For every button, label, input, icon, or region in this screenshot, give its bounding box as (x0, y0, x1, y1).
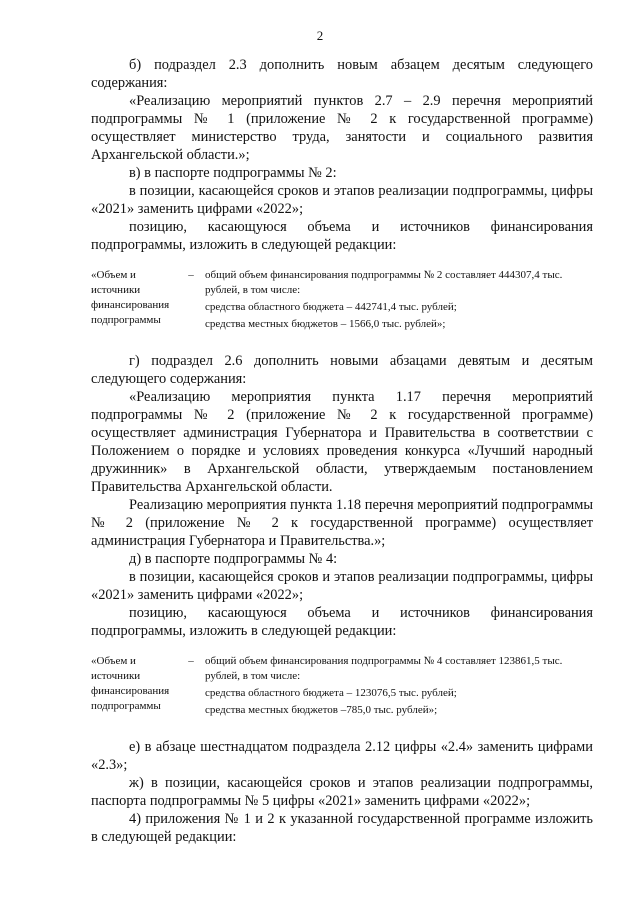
paragraph: г) подраздел 2.6 дополнить новыми абзацами девятым и десятым следующего содержания: (91, 353, 593, 387)
financing-table-subprogram-2 (91, 268, 593, 334)
paragraph: позицию, касающуюся объема и источников финансирования подпрограммы, изложить в следующей редакции: (91, 605, 593, 639)
financing-regional-budget: средства областного бюджета – 442741,4 тыс. рублей; (205, 301, 457, 313)
financing-table-label: «Объем и источники финансирования подпрограммы (91, 655, 170, 712)
financing-table-dash: – (188, 269, 194, 281)
financing-table-dash: – (188, 655, 194, 667)
paragraph: ж) в позиции, касающейся сроков и этапов реализации подпрограммы, паспорта подпрограммы № 5 цифры «2021» заменить цифрами «2022»; (91, 775, 593, 809)
financing-total: общий объем финансирования подпрограммы № 4 составляет 123861,5 тыс. рублей, в том числе: (205, 655, 563, 682)
financing-regional-budget: средства областного бюджета – 123076,5 тыс. рублей; (205, 687, 457, 699)
paragraph: б) подраздел 2.3 дополнить новым абзацем десятым следующего содержания: (91, 57, 593, 91)
document-body (91, 56, 593, 846)
financing-table-values (205, 654, 593, 720)
financing-table-values (205, 268, 593, 334)
paragraph: в) в паспорте подпрограммы № 2: (129, 165, 337, 181)
paragraph: в позиции, касающейся сроков и этапов реализации подпрограммы, цифры «2021» заменить цифрами «2022»; (91, 183, 593, 217)
paragraph: «Реализацию мероприятий пунктов 2.7 – 2.9 перечня мероприятий подпрограммы № 1 (приложение № 2 к государственной программе) осуществляет министерство труда, занятости и социального развития Архангельской области.»; (91, 93, 593, 163)
paragraph: 4) приложения № 1 и 2 к указанной государственной программе изложить в следующей редакции: (91, 811, 593, 845)
paragraph: позицию, касающуюся объема и источников финансирования подпрограммы, изложить в следующей редакции: (91, 219, 593, 253)
paragraph: е) в абзаце шестнадцатом подраздела 2.12 цифры «2.4» заменить цифрами «2.3»; (91, 739, 593, 773)
financing-local-budgets: средства местных бюджетов –785,0 тыс. рублей»; (205, 704, 438, 716)
page-number: 2 (316, 28, 324, 43)
paragraph: в позиции, касающейся сроков и этапов реализации подпрограммы, цифры «2021» заменить цифрами «2022»; (91, 569, 593, 603)
financing-table-subprogram-4 (91, 654, 593, 720)
paragraph: д) в паспорте подпрограммы № 4: (129, 551, 338, 567)
financing-local-budgets: средства местных бюджетов – 1566,0 тыс. рублей»; (205, 318, 446, 330)
paragraph: Реализацию мероприятия пункта 1.18 перечня мероприятий подпрограммы № 2 (приложение № 2 к государственной программе) осуществляет администрация Губернатора и Правительства.»; (91, 497, 593, 549)
paragraph: «Реализацию мероприятия пункта 1.17 перечня мероприятий подпрограммы № 2 (приложение № 2 к государственной программе) осуществляет администрация Губернатора и Правительства в соответствии с Положением о порядке и условиях проведения конкурса «Лучший народный дружинник» в Архангельской области, утверждаемым постановлением Правительства Архангельской области. (91, 389, 593, 495)
financing-table-label: «Объем и источники финансирования подпрограммы (91, 269, 170, 326)
financing-total: общий объем финансирования подпрограммы № 2 составляет 444307,4 тыс. рублей, в том числе: (205, 269, 563, 296)
